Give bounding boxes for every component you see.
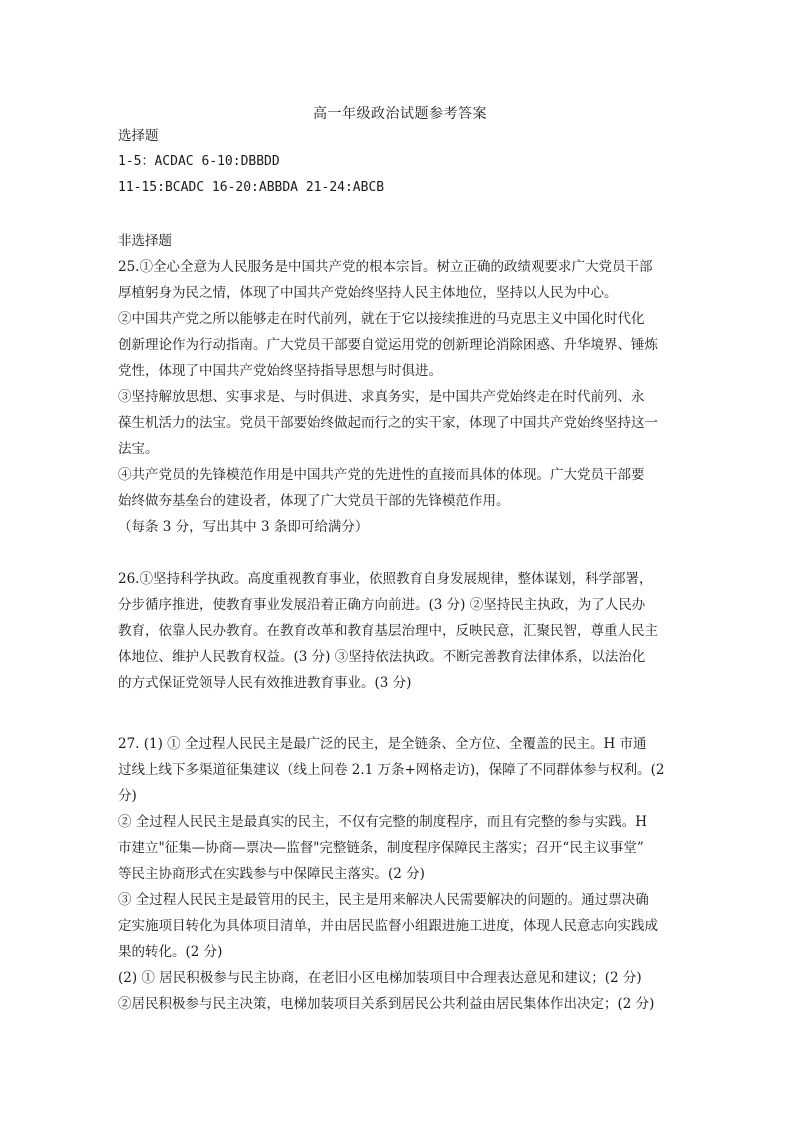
nonchoice-heading: 非选择题 xyxy=(118,233,172,249)
q25-line: ②中国共产党之所以能够走在时代前列，就在于它以接续推进的马克思主义中国化时代化 xyxy=(118,311,645,327)
document-title: 高一年级政治试题参考答案 xyxy=(313,106,487,122)
q25-line: 葆生机活力的法宝。党员干部要始终做起而行之的实干家，体现了中国共产党始终坚持这一 xyxy=(118,415,658,431)
q27-line: 市建立"征集—协商—票决—监督"完整链条，制度程序保障民主落实；召开“民主议事堂” xyxy=(118,840,644,856)
q27-line: 等民主协商形式在实践参与中保障民主落实。(2 分) xyxy=(118,866,425,882)
q25-line: 法宝。 xyxy=(118,441,159,457)
q26-line: 分步循序推进，使教育事业发展沿着正确方向前进。(3 分) ②坚持民主执政，为了人民办 xyxy=(118,597,646,613)
choice-answers-line-2: 11-15:BCADC 16-20:ABBDA 21-24:ABCB xyxy=(118,180,385,195)
q26-line: 体地位、维护人民教育权益。(3 分) ③坚持依法执政。不断完善教育法律体系，以法治化 xyxy=(118,649,646,665)
q27-line: 定实施项目转化为具体项目清单，并由居民监督小组跟进施工进度，体现人民意志向实践成 xyxy=(118,918,658,934)
q27-line: 分) xyxy=(118,788,137,804)
q27-line: ②居民积极参与民主决策，电梯加装项目关系到居民公共利益由居民集体作出决定；(2 分) xyxy=(118,996,655,1012)
q25-line: ④共产党员的先锋模范作用是中国共产党的先进性的直接而具体的体现。广大党员干部要 xyxy=(118,467,645,483)
q27-line: 果的转化。(2 分) xyxy=(118,944,223,960)
q25-line: 党性，体现了中国共产党始终坚持指导思想与时俱进。 xyxy=(118,363,442,379)
choice-answers-line-1: 1-5：ACDAC 6-10:DBBDD xyxy=(118,154,280,169)
q25-scoring-note: （每条 3 分，写出其中 3 条即可给满分） xyxy=(118,519,369,535)
q25-line: 25.①全心全意为人民服务是中国共产党的根本宗旨。树立正确的政绩观要求广大党员干部 xyxy=(118,259,653,275)
q27-line: 27. (1) ① 全过程人民民主是最广泛的民主，是全链条、全方位、全覆盖的民主。H 市通 xyxy=(118,736,647,752)
q25-line: 厚植躬身为民之情，体现了中国共产党始终坚持人民主体地位，坚持以人民为中心。 xyxy=(118,285,618,301)
q27-line: 过线上线下多渠道征集建议（线上问卷 2.1 万条+网格走访)，保障了不同群体参与权利。(2 xyxy=(118,762,665,778)
q26-line: 26.①坚持科学执政。高度重视教育事业，依照教育自身发展规律，整体谋划，科学部署， xyxy=(118,571,653,587)
q25-line: 始终做夯基垒台的建设者，体现了广大党员干部的先锋模范作用。 xyxy=(118,493,510,509)
q27-line: (2) ① 居民积极参与民主协商，在老旧小区电梯加装项目中合理表达意见和建议；(2 分) xyxy=(118,970,642,986)
q25-line: 创新理论作为行动指南。广大党员干部要自觉运用党的创新理论消除困惑、升华境界、锤炼 xyxy=(118,337,658,353)
q26-line: 的方式保证党领导人民有效推进教育事业。(3 分) xyxy=(118,675,412,691)
q26-line: 教育，依靠人民办教育。在教育改革和教育基层治理中，反映民意，汇聚民智，尊重人民主 xyxy=(118,623,658,639)
q27-line: ③ 全过程人民民主是最管用的民主，民主是用来解决人民需要解决的问题的。通过票决确 xyxy=(118,892,649,908)
q25-line: ③坚持解放思想、实事求是、与时俱进、求真务实，是中国共产党始终走在时代前列、永 xyxy=(118,389,645,405)
choice-heading: 选择题 xyxy=(118,128,159,144)
q27-line: ② 全过程人民民主是最真实的民主，不仅有完整的制度程序，而且有完整的参与实践。H xyxy=(118,814,648,830)
